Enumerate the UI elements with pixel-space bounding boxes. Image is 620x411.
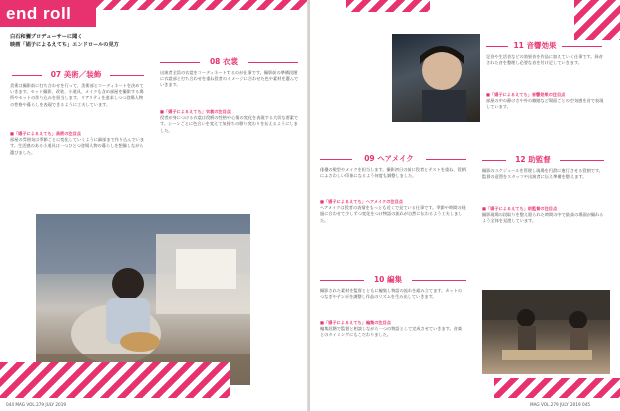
heading-rule-right bbox=[412, 280, 466, 281]
section-07-question: ■「娼子によるえてち」美術の注目点 bbox=[10, 131, 81, 136]
dining-illustration bbox=[482, 290, 610, 374]
right-footer-text: MAG VOL.279 JULY 2019 bbox=[530, 402, 581, 407]
heading-rule-right bbox=[562, 46, 602, 47]
section-08-body: 出演者全員の衣裳をコーディネートするのが仕事です。撮影前の準備段階に衣裳部と打ち合わせを重ね役者のイメージに合わせた色や素材を選んでいきます。 bbox=[160, 70, 299, 88]
section-09-answer: ヘアメイクは役者の表情をもっとも近くで見ている仕事です。季節や時間の経過に合わせて少しずつ変化をつけ物語の流れが自然に伝わるよう工夫しました。 bbox=[320, 205, 466, 223]
left-footer bbox=[6, 402, 66, 407]
section-09-heading bbox=[354, 153, 424, 164]
right-page bbox=[310, 0, 620, 411]
section-09-title: ヘアメイク bbox=[377, 154, 414, 163]
left-footer-text: MAG VOL.279 JULY 2019 bbox=[15, 402, 67, 407]
right-footer bbox=[530, 402, 590, 407]
portrait-illustration bbox=[392, 34, 480, 122]
brand-box bbox=[0, 0, 96, 27]
heading-rule-left bbox=[12, 75, 42, 76]
photo-illustration bbox=[36, 214, 250, 385]
section-12-answer: 撮影現場の段取りを整え限られた時間の中で最高の場面が撮れるよう全体を見渡しています。 bbox=[482, 212, 604, 224]
heading-rule-left bbox=[320, 280, 364, 281]
section-12-qa bbox=[482, 206, 606, 262]
heading-rule-right bbox=[560, 160, 604, 161]
section-11-body: 足音や生活音などの効果音を作品に加えていく仕事です。録音された音を整理し必要な音を付け足していきます。 bbox=[486, 54, 603, 66]
section-09-qa bbox=[320, 199, 466, 257]
top-stripe-band bbox=[96, 0, 308, 10]
heading-rule-left bbox=[320, 159, 352, 160]
film-still-photo-dining bbox=[482, 290, 610, 374]
section-10-qa bbox=[320, 320, 466, 380]
section-10-title: 編集 bbox=[387, 275, 403, 284]
section-11-title: 音響効果 bbox=[526, 41, 557, 50]
section-07-number: 07 bbox=[50, 70, 62, 79]
section-09-question: ■「娼子によるえてち」ヘアメイクの注目点 bbox=[320, 199, 403, 204]
corner-stripe-band bbox=[574, 0, 620, 40]
section-10-heading bbox=[366, 274, 410, 285]
section-10-question: ■「娼子によるえてち」編集の注目点 bbox=[320, 320, 391, 325]
section-11-heading bbox=[510, 40, 560, 51]
section-11-number: 11 bbox=[513, 41, 524, 50]
left-page-number: 044 bbox=[6, 402, 14, 407]
section-09-body: 俳優の髪型やメイクを担当します。撮影初日の前に役者とテストを重ね、役柄にふさわしい印象になるよう何度も調整しました。 bbox=[320, 167, 466, 179]
section-10-body: 撮影された素材を監督とともに編集し物語の流れを組み立てます。カットのつなぎやテンポを調整し作品のリズムを生み出していきます。 bbox=[320, 288, 463, 300]
section-10-number: 10 bbox=[373, 275, 385, 284]
heading-rule-right bbox=[426, 159, 466, 160]
section-07-qa bbox=[10, 131, 146, 197]
section-08-number: 08 bbox=[209, 57, 221, 66]
section-12-heading bbox=[508, 154, 558, 165]
section-11-answer: 部屋の中の静けさや外の雑踏など場面ごとの空気感を音で表現しています。 bbox=[486, 98, 604, 110]
section-07-answer: 部屋の雰囲気は季節ごとに変化していくように細部まで作り込んでいます。生活感のある小道具は一つひとつ登場人物の暮らしを想像しながら選びました。 bbox=[10, 137, 145, 155]
section-12-body: 撮影のスケジュールを管理し現場を円滑に進行させる役割です。監督の意図をスタッフや出演者に伝え準備を整えます。 bbox=[482, 168, 603, 180]
section-07-heading bbox=[46, 69, 106, 80]
section-08-qa bbox=[160, 109, 300, 149]
heading-rule-left bbox=[160, 62, 200, 63]
section-07-title: 美術／装飾 bbox=[63, 70, 102, 79]
film-still-photo-room bbox=[36, 214, 250, 385]
right-page-number: 045 bbox=[582, 402, 591, 407]
section-08-question: ■「娼子によるえてち」衣裳の注目点 bbox=[160, 109, 231, 114]
brand-title: end roll bbox=[6, 4, 72, 23]
section-08-answer: 役者が身につける衣裳は役柄の性格や心情の変化を表現する大切な要素です。シーンごとに色合いを変えて気持ちの移り変わりを伝えるようにしました。 bbox=[160, 115, 299, 133]
bottom-stripe-band bbox=[0, 362, 230, 398]
intro-line-1: 白石和彌プロデューサーに聞く bbox=[10, 34, 83, 40]
heading-rule-left bbox=[482, 160, 506, 161]
section-12-question: ■「娼子によるえてち」助監督の注目点 bbox=[482, 206, 558, 211]
section-10-answer: 編集段階で監督と相談しながら一つの物語として完成させていきます。音楽とのタイミングにもこだわりました。 bbox=[320, 326, 463, 338]
heading-rule-right bbox=[110, 75, 144, 76]
section-08-title: 衣裳 bbox=[223, 57, 239, 66]
heading-rule-left bbox=[486, 46, 508, 47]
left-page bbox=[0, 0, 308, 411]
intro-text bbox=[10, 33, 119, 49]
section-11-qa bbox=[486, 92, 606, 140]
heading-rule-right bbox=[248, 62, 298, 63]
film-still-photo-portrait bbox=[392, 34, 480, 122]
section-11-question: ■「娼子によるえてち」音響効果の注目点 bbox=[486, 92, 566, 97]
section-07-body: 美術は撮影前に打ち合わせを行って、美術部とコーディネートを決めていきます。セット撮影、改装、小道具、メイクも含め部屋を撮影する場所やセットの作り込みを担当します。リアリティを追求しつつ登場人物の性格や暮らしを表現できるように工夫しています。 bbox=[10, 83, 144, 107]
intro-line-2: 映画「娼子によるえてち」エンドロールの見方 bbox=[10, 42, 119, 48]
section-12-number: 12 bbox=[515, 155, 526, 164]
section-09-number: 09 bbox=[364, 154, 375, 163]
bottom-stripe-band bbox=[494, 378, 620, 398]
section-08-heading bbox=[204, 56, 244, 67]
section-12-title: 助監督 bbox=[528, 155, 551, 164]
top-stripe-band bbox=[346, 0, 430, 12]
